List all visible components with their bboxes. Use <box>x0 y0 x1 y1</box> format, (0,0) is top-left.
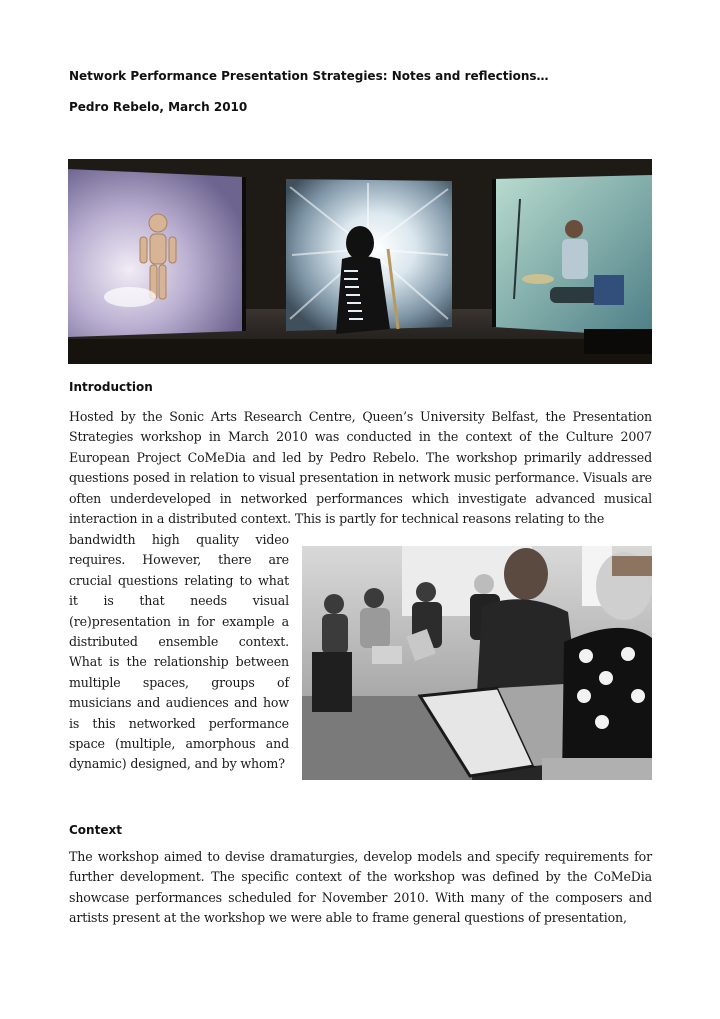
author-line: Pedro Rebelo, March 2010 <box>69 100 248 114</box>
section-heading-context: Context <box>69 823 122 837</box>
performance-photo <box>68 159 652 364</box>
section-heading-introduction: Introduction <box>69 380 153 394</box>
introduction-paragraph: Hosted by the Sonic Arts Research Centre, Queen’s University Belfast, the Presentation Strategies workshop in March 2010 was conducted in the context of the Culture 2007 European Project CoMeDia and led by Pedro Rebelo. The workshop primarily addressed questions posed in relation to visual presentation in network music performance. Visuals are often underdeveloped in networked performances which investigate advanced musical interaction in a distributed context. This is partly for technical reasons relating to the <box>69 409 652 527</box>
context-paragraph: The workshop aimed to devise dramaturgies, develop models and specify requirements for further development. The specific context of the workshop was defined by the CoMeDia showcase performances scheduled for November 2010. With many of the composers and artists present at the workshop we were able to frame general questions of presentation, <box>69 849 652 926</box>
workshop-photo <box>302 546 652 780</box>
introduction-paragraph-wrapped: bandwidth high quality video requires. However, there are crucial questions relating to what it is that needs visual (re)presentation in for example a distributed ensemble context. What is the relationship between multiple spaces, groups of musicians and audiences and how is this networked performance space (multiple, amorphous and dynamic) designed, and by whom? <box>69 532 289 772</box>
document-title: Network Performance Presentation Strategies: Notes and reflections… <box>69 69 549 83</box>
